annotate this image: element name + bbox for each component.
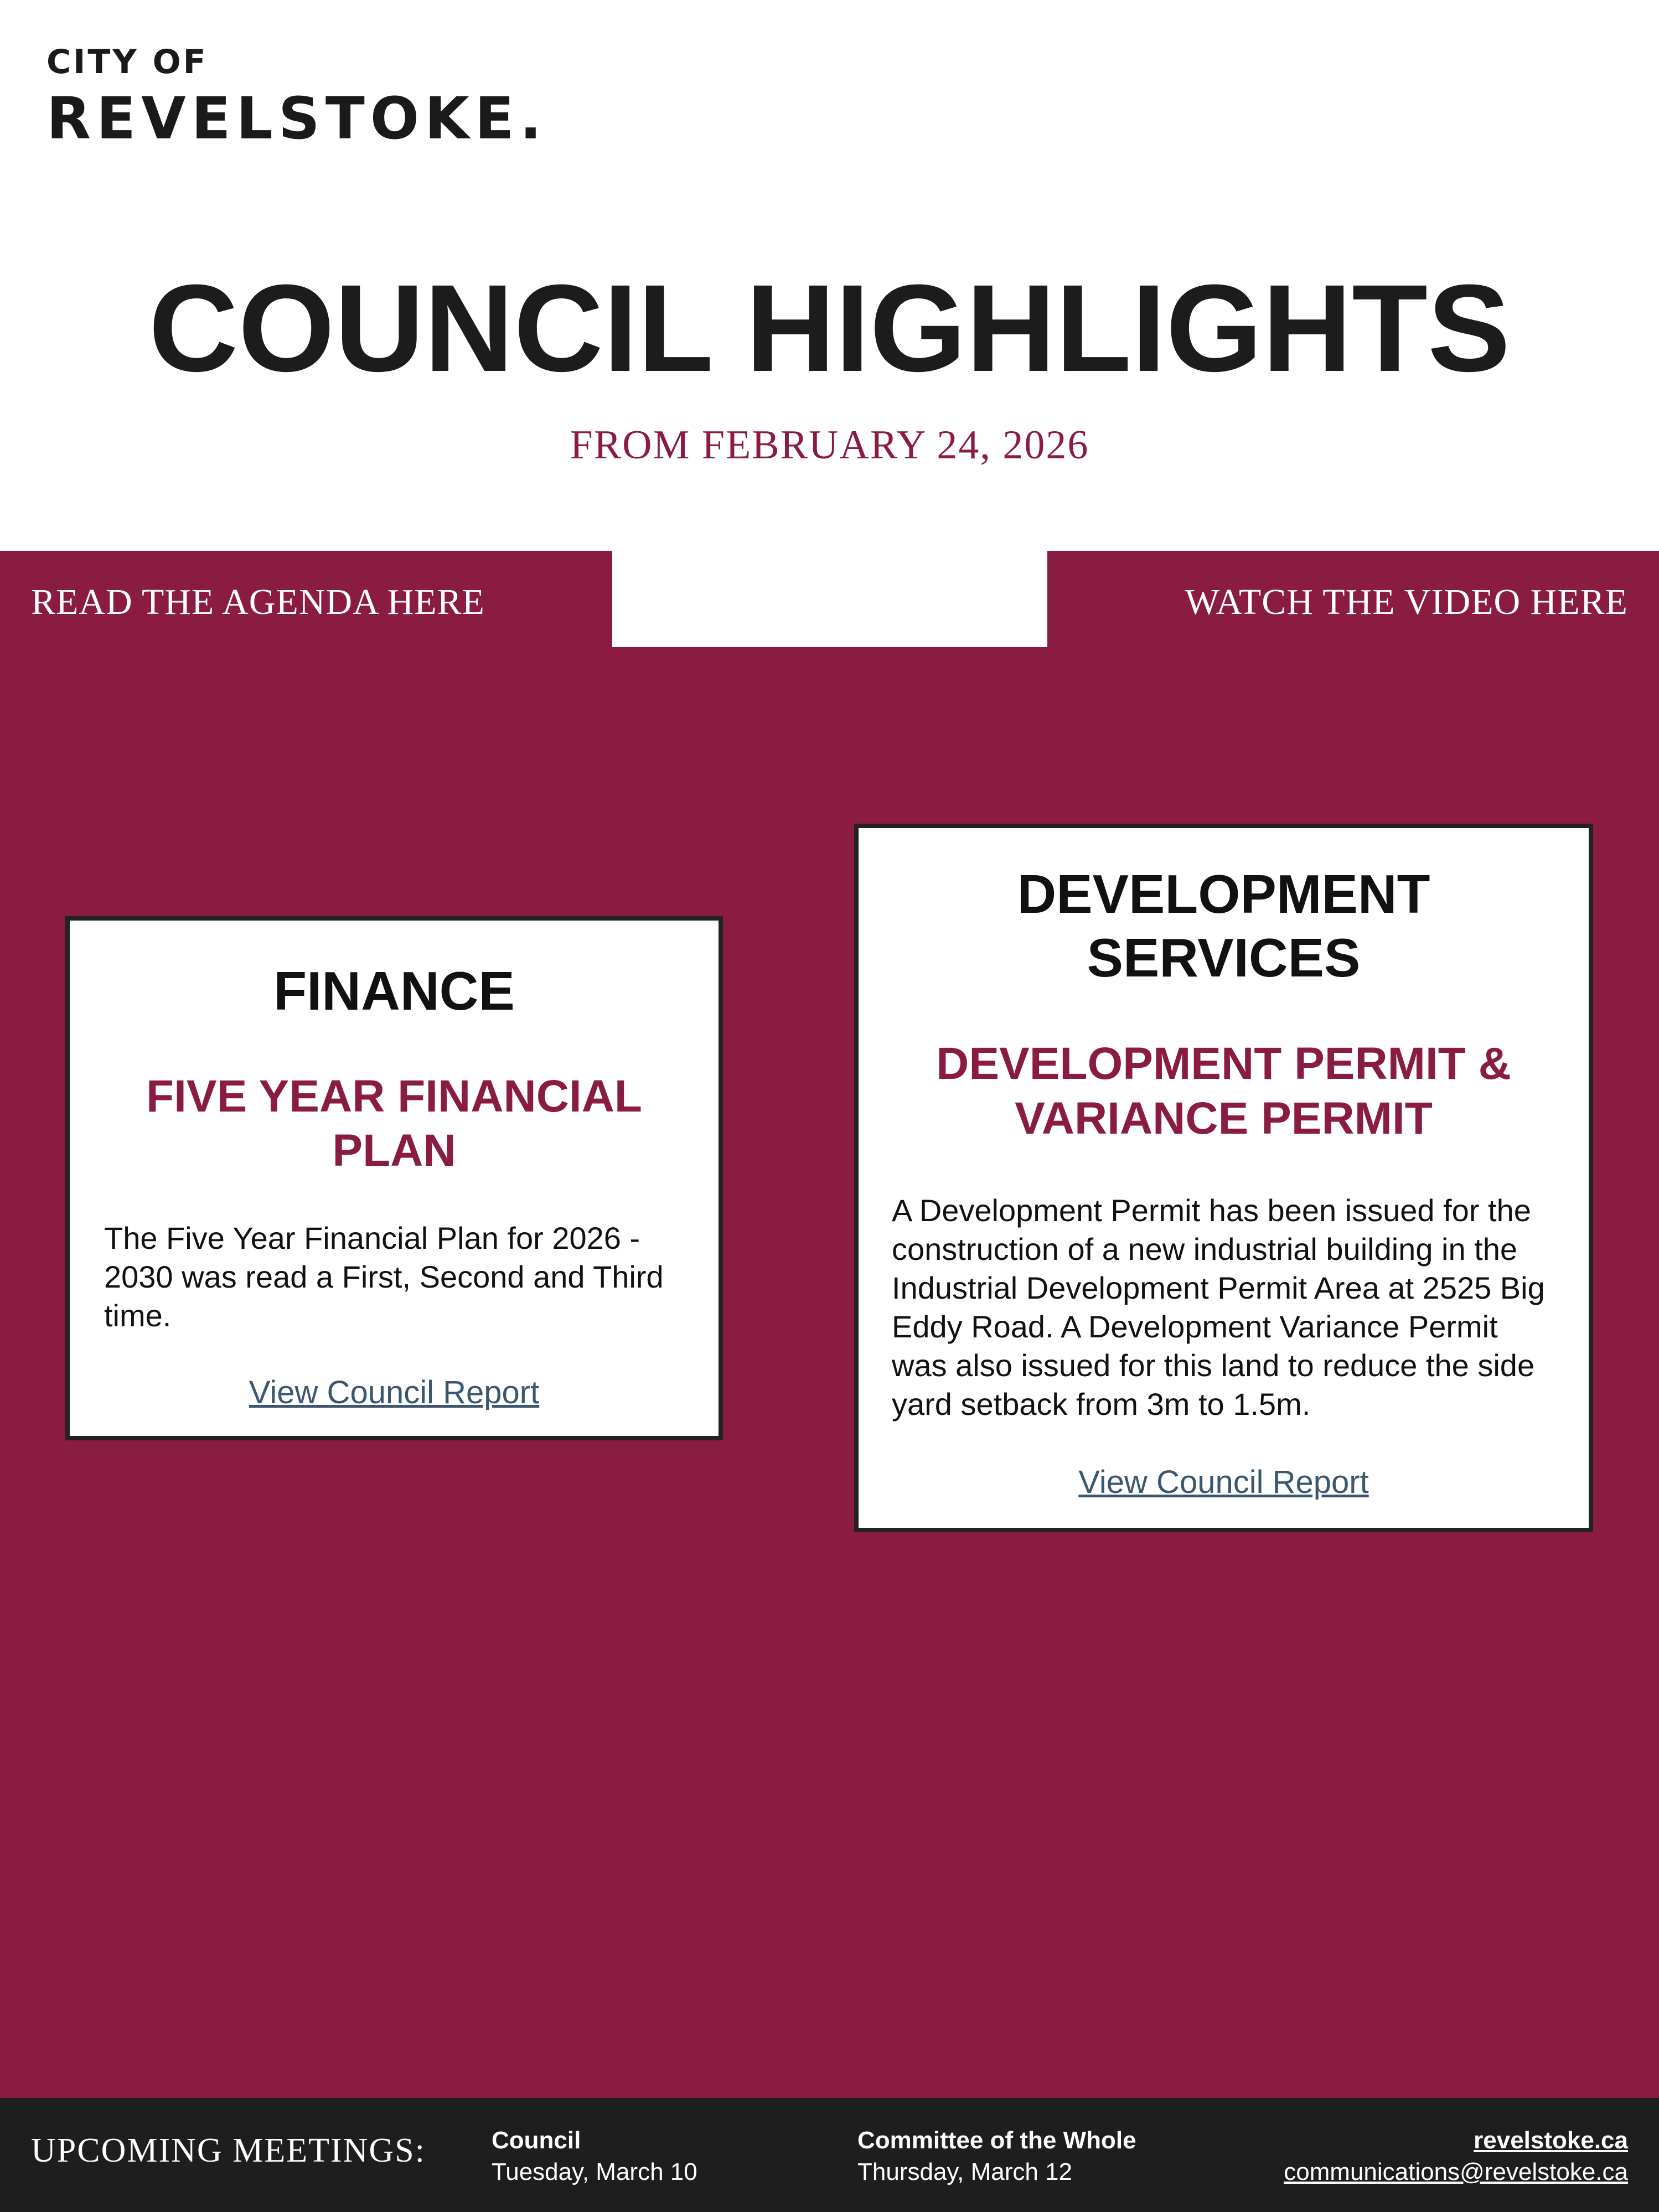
logo-line-city-of: CITY OF <box>46 43 208 81</box>
development-services-card <box>854 824 1593 1532</box>
meeting-name: Council <box>492 2127 581 2154</box>
website-link[interactable]: revelstoke.ca <box>1474 2127 1628 2154</box>
meeting-date: Tuesday, March 10 <box>492 2158 697 2186</box>
card-topic-heading: FIVE YEAR FINANCIAL PLAN <box>146 1071 642 1176</box>
card-body-text: The Five Year Financial Plan for 2026 - 2030 was read a First, Second and Third time. <box>104 1221 664 1334</box>
read-agenda-link[interactable]: READ THE AGENDA HERE <box>31 582 485 622</box>
footer-contact-links <box>1284 2125 1628 2188</box>
header-notch <box>612 551 1047 647</box>
meeting-name: Committee of the Whole <box>857 2127 1136 2154</box>
view-council-report-link[interactable]: View Council Report <box>1078 1464 1369 1501</box>
card-department-heading: FINANCE <box>273 960 515 1021</box>
card-topic-heading: DEVELOPMENT PERMIT & VARIANCE PERMIT <box>936 1038 1511 1144</box>
meeting-date: Thursday, March 12 <box>857 2158 1073 2186</box>
upcoming-meetings-label: UPCOMING MEETINGS: <box>31 2132 426 2169</box>
watch-video-link[interactable]: WATCH THE VIDEO HERE <box>1185 582 1628 622</box>
page-title: COUNCIL HIGHLIGHTS <box>148 259 1511 397</box>
email-link[interactable]: communications@revelstoke.ca <box>1284 2158 1628 2186</box>
meeting-council <box>492 2125 697 2188</box>
footer-bar <box>0 2098 1659 2212</box>
card-department-heading: DEVELOPMENT SERVICES <box>1017 864 1430 988</box>
card-body-text: A Development Permit has been issued for the construction of a new industrial building in the Industrial Development Permit Area at 2525 Big Eddy Road. A Development Variance Permit was also issued for this land to reduce the side yard setback from 3m to 1.5m. <box>892 1193 1545 1422</box>
city-logo <box>46 43 547 152</box>
page-subtitle-date: FROM FEBRUARY 24, 2026 <box>570 422 1089 468</box>
logo-line-revelstoke: REVELSTOKE. <box>46 85 547 152</box>
view-council-report-link[interactable]: View Council Report <box>249 1374 540 1411</box>
finance-card <box>65 916 723 1440</box>
meeting-committee-of-the-whole <box>857 2125 1136 2188</box>
